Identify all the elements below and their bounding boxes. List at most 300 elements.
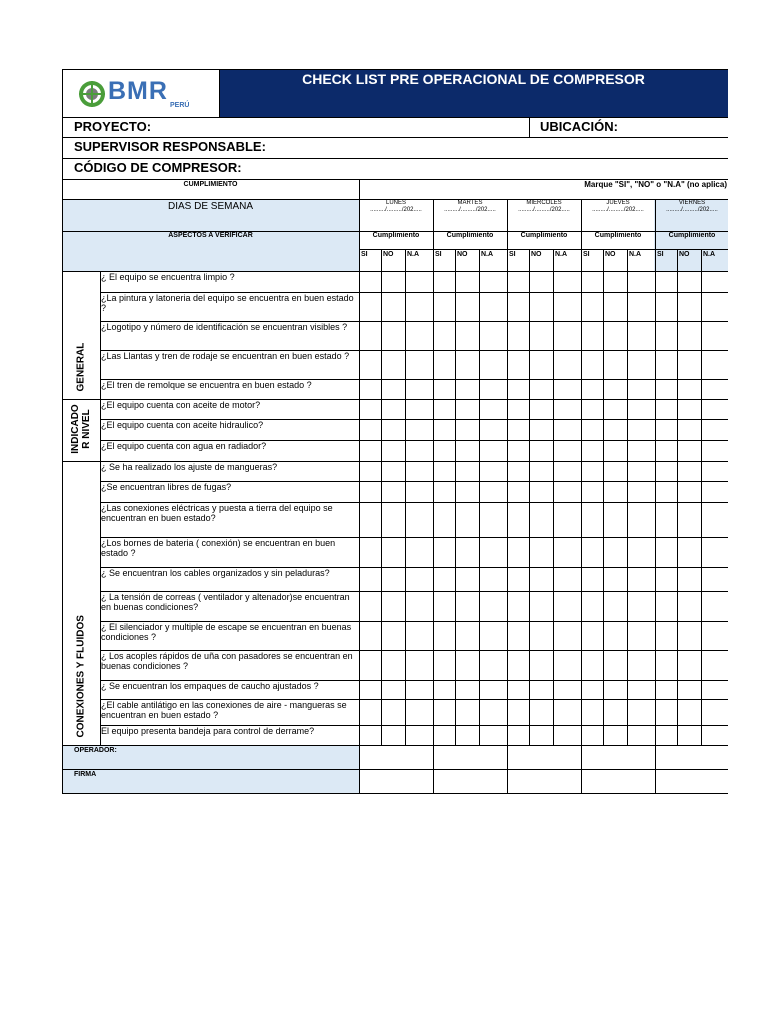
check-cell-si[interactable] (508, 592, 529, 621)
page-title: CHECK LIST PRE OPERACIONAL DE COMPRESOR (302, 71, 645, 87)
check-cell-na[interactable] (406, 293, 433, 321)
check-cell-no[interactable] (456, 380, 479, 399)
check-cell-no[interactable] (382, 420, 405, 440)
section-label: GENERAL (75, 342, 87, 392)
check-cell-na[interactable] (628, 622, 655, 650)
check-cell-si[interactable] (360, 380, 381, 399)
check-cell-no[interactable] (456, 293, 479, 321)
check-cell-no[interactable] (456, 482, 479, 502)
check-cell-na[interactable] (702, 622, 728, 650)
check-cell-no[interactable] (530, 726, 553, 745)
check-cell-si[interactable] (434, 482, 455, 502)
check-cell-si[interactable] (656, 441, 677, 461)
check-cell-no[interactable] (382, 700, 405, 725)
option-si-header: SI (657, 251, 664, 258)
check-cell-na[interactable] (628, 400, 655, 419)
check-cell-no[interactable] (456, 568, 479, 591)
check-cell-no[interactable] (530, 681, 553, 699)
check-cell-na[interactable] (406, 651, 433, 680)
section-line (62, 745, 100, 746)
check-cell-na[interactable] (406, 420, 433, 440)
option-no-header: NO (457, 251, 468, 258)
check-cell-si[interactable] (582, 700, 603, 725)
check-cell-no[interactable] (530, 568, 553, 591)
checklist-item: ¿ El silenciador y multiple de escape se encuentran en buenas condiciones ? (101, 622, 352, 642)
check-cell-si[interactable] (582, 400, 603, 419)
cumplimiento-label: CUMPLIMIENTO (183, 181, 238, 188)
marque-label: Marque "SI", "NO" o "N.A" (no aplica) (584, 180, 727, 189)
check-cell-no[interactable] (678, 272, 701, 292)
check-cell-si[interactable] (656, 568, 677, 591)
check-cell-si[interactable] (582, 420, 603, 440)
check-cell-si[interactable] (360, 651, 381, 680)
check-cell-si[interactable] (656, 622, 677, 650)
check-cell-no[interactable] (604, 681, 627, 699)
check-cell-no[interactable] (456, 681, 479, 699)
check-cell-si[interactable] (434, 400, 455, 419)
check-cell-na[interactable] (554, 726, 581, 745)
check-cell-na[interactable] (702, 272, 728, 292)
check-cell-no[interactable] (604, 462, 627, 481)
check-cell-na[interactable] (406, 441, 433, 461)
check-cell-no[interactable] (530, 351, 553, 379)
check-cell-na[interactable] (628, 726, 655, 745)
check-cell-no[interactable] (604, 503, 627, 537)
check-cell-si[interactable] (656, 272, 677, 292)
check-cell-no[interactable] (604, 420, 627, 440)
check-cell-na[interactable] (480, 651, 507, 680)
check-cell-si[interactable] (508, 272, 529, 292)
check-cell-si[interactable] (434, 651, 455, 680)
check-cell-no[interactable] (456, 538, 479, 567)
check-cell-no[interactable] (530, 700, 553, 725)
check-cell-si[interactable] (656, 726, 677, 745)
check-cell-na[interactable] (554, 622, 581, 650)
check-cell-na[interactable] (554, 482, 581, 502)
check-cell-si[interactable] (656, 592, 677, 621)
check-cell-si[interactable] (360, 726, 381, 745)
check-cell-na[interactable] (628, 700, 655, 725)
check-cell-si[interactable] (434, 420, 455, 440)
check-cell-no[interactable] (678, 482, 701, 502)
check-cell-no[interactable] (382, 272, 405, 292)
check-cell-si[interactable] (360, 568, 381, 591)
check-cell-si[interactable] (508, 700, 529, 725)
check-cell-no[interactable] (604, 651, 627, 680)
check-cell-na[interactable] (628, 272, 655, 292)
check-cell-si[interactable] (582, 726, 603, 745)
check-cell-na[interactable] (702, 700, 728, 725)
check-cell-si[interactable] (582, 568, 603, 591)
check-cell-na[interactable] (702, 681, 728, 699)
check-cell-no[interactable] (382, 482, 405, 502)
check-cell-no[interactable] (530, 651, 553, 680)
check-cell-na[interactable] (554, 322, 581, 350)
check-cell-si[interactable] (656, 681, 677, 699)
check-cell-na[interactable] (628, 322, 655, 350)
check-cell-na[interactable] (554, 293, 581, 321)
check-cell-na[interactable] (554, 420, 581, 440)
check-cell-si[interactable] (360, 592, 381, 621)
check-cell-na[interactable] (702, 293, 728, 321)
check-cell-si[interactable] (582, 651, 603, 680)
check-cell-si[interactable] (656, 322, 677, 350)
check-cell-si[interactable] (434, 293, 455, 321)
check-cell-no[interactable] (382, 462, 405, 481)
check-cell-na[interactable] (554, 272, 581, 292)
check-cell-si[interactable] (360, 441, 381, 461)
check-cell-na[interactable] (702, 462, 728, 481)
check-cell-no[interactable] (382, 681, 405, 699)
check-cell-si[interactable] (360, 272, 381, 292)
check-cell-no[interactable] (604, 700, 627, 725)
check-cell-no[interactable] (678, 322, 701, 350)
check-cell-si[interactable] (582, 272, 603, 292)
check-cell-no[interactable] (382, 293, 405, 321)
check-cell-no[interactable] (456, 441, 479, 461)
check-cell-no[interactable] (604, 726, 627, 745)
check-cell-si[interactable] (360, 322, 381, 350)
check-cell-na[interactable] (628, 592, 655, 621)
check-cell-no[interactable] (456, 622, 479, 650)
check-cell-na[interactable] (406, 538, 433, 567)
check-cell-no[interactable] (530, 400, 553, 419)
check-cell-na[interactable] (554, 441, 581, 461)
check-cell-no[interactable] (678, 700, 701, 725)
check-cell-si[interactable] (360, 538, 381, 567)
check-cell-si[interactable] (582, 592, 603, 621)
check-cell-si[interactable] (434, 592, 455, 621)
check-cell-na[interactable] (406, 351, 433, 379)
check-cell-no[interactable] (604, 482, 627, 502)
check-cell-no[interactable] (456, 272, 479, 292)
check-cell-na[interactable] (480, 272, 507, 292)
check-cell-no[interactable] (530, 441, 553, 461)
check-cell-si[interactable] (508, 441, 529, 461)
check-cell-na[interactable] (554, 462, 581, 481)
check-cell-na[interactable] (406, 726, 433, 745)
check-cell-na[interactable] (480, 322, 507, 350)
frame-top (62, 69, 728, 70)
check-cell-na[interactable] (554, 400, 581, 419)
check-cell-na[interactable] (702, 568, 728, 591)
check-cell-si[interactable] (360, 681, 381, 699)
check-cell-na[interactable] (554, 592, 581, 621)
check-cell-si[interactable] (508, 462, 529, 481)
check-cell-si[interactable] (360, 400, 381, 419)
check-cell-na[interactable] (406, 503, 433, 537)
check-cell-no[interactable] (456, 322, 479, 350)
check-cell-si[interactable] (508, 322, 529, 350)
check-cell-si[interactable] (508, 482, 529, 502)
check-cell-no[interactable] (382, 441, 405, 461)
check-cell-no[interactable] (456, 351, 479, 379)
check-cell-na[interactable] (480, 700, 507, 725)
check-cell-si[interactable] (360, 462, 381, 481)
check-cell-no[interactable] (530, 622, 553, 650)
check-cell-na[interactable] (480, 380, 507, 399)
check-cell-na[interactable] (554, 681, 581, 699)
check-cell-no[interactable] (456, 503, 479, 537)
check-cell-si[interactable] (656, 503, 677, 537)
check-cell-si[interactable] (360, 420, 381, 440)
check-cell-no[interactable] (382, 592, 405, 621)
check-cell-na[interactable] (702, 420, 728, 440)
check-cell-si[interactable] (656, 700, 677, 725)
check-cell-si[interactable] (434, 462, 455, 481)
check-cell-na[interactable] (480, 568, 507, 591)
check-cell-na[interactable] (406, 592, 433, 621)
check-cell-na[interactable] (480, 622, 507, 650)
check-cell-si[interactable] (656, 482, 677, 502)
check-cell-na[interactable] (628, 351, 655, 379)
check-cell-no[interactable] (382, 351, 405, 379)
check-cell-no[interactable] (604, 441, 627, 461)
check-cell-no[interactable] (530, 503, 553, 537)
check-cell-si[interactable] (508, 503, 529, 537)
check-cell-si[interactable] (508, 538, 529, 567)
check-cell-no[interactable] (456, 420, 479, 440)
check-cell-no[interactable] (678, 380, 701, 399)
footer-mid (62, 769, 728, 770)
check-cell-si[interactable] (656, 420, 677, 440)
day-date: ........./........./202..... (592, 207, 644, 213)
check-cell-na[interactable] (480, 441, 507, 461)
check-cell-si[interactable] (656, 293, 677, 321)
ubicacion-label: UBICACIÓN: (540, 119, 618, 134)
check-cell-na[interactable] (628, 380, 655, 399)
check-cell-na[interactable] (406, 400, 433, 419)
check-cell-na[interactable] (480, 482, 507, 502)
check-cell-si[interactable] (582, 622, 603, 650)
check-cell-na[interactable] (628, 420, 655, 440)
check-cell-na[interactable] (702, 503, 728, 537)
check-cell-no[interactable] (678, 441, 701, 461)
check-cell-si[interactable] (582, 681, 603, 699)
check-cell-no[interactable] (530, 538, 553, 567)
check-cell-no[interactable] (604, 322, 627, 350)
check-cell-si[interactable] (434, 568, 455, 591)
check-cell-no[interactable] (678, 568, 701, 591)
check-cell-si[interactable] (434, 700, 455, 725)
check-cell-si[interactable] (434, 380, 455, 399)
check-cell-no[interactable] (530, 592, 553, 621)
check-cell-no[interactable] (382, 726, 405, 745)
check-cell-na[interactable] (554, 700, 581, 725)
check-cell-no[interactable] (530, 462, 553, 481)
check-cell-si[interactable] (582, 462, 603, 481)
check-cell-no[interactable] (456, 726, 479, 745)
check-cell-na[interactable] (554, 503, 581, 537)
check-cell-no[interactable] (678, 681, 701, 699)
check-cell-na[interactable] (628, 482, 655, 502)
check-cell-no[interactable] (678, 592, 701, 621)
check-cell-si[interactable] (434, 322, 455, 350)
check-cell-no[interactable] (678, 622, 701, 650)
check-cell-si[interactable] (582, 322, 603, 350)
check-cell-na[interactable] (628, 441, 655, 461)
check-cell-na[interactable] (554, 568, 581, 591)
check-cell-si[interactable] (508, 400, 529, 419)
check-cell-si[interactable] (508, 420, 529, 440)
check-cell-na[interactable] (406, 700, 433, 725)
check-cell-si[interactable] (434, 538, 455, 567)
check-cell-si[interactable] (360, 293, 381, 321)
check-cell-no[interactable] (678, 503, 701, 537)
check-cell-no[interactable] (530, 380, 553, 399)
check-cell-no[interactable] (456, 700, 479, 725)
check-cell-no[interactable] (382, 622, 405, 650)
check-cell-na[interactable] (406, 622, 433, 650)
check-cell-no[interactable] (530, 482, 553, 502)
check-cell-si[interactable] (508, 651, 529, 680)
check-cell-si[interactable] (434, 272, 455, 292)
codigo-label: CÓDIGO DE COMPRESOR: (74, 160, 242, 175)
check-cell-na[interactable] (480, 400, 507, 419)
check-cell-na[interactable] (702, 400, 728, 419)
check-cell-si[interactable] (434, 503, 455, 537)
check-cell-na[interactable] (554, 651, 581, 680)
check-cell-no[interactable] (604, 272, 627, 292)
check-cell-si[interactable] (582, 482, 603, 502)
check-cell-na[interactable] (554, 351, 581, 379)
check-cell-na[interactable] (702, 592, 728, 621)
check-cell-si[interactable] (360, 700, 381, 725)
check-cell-si[interactable] (434, 726, 455, 745)
check-cell-no[interactable] (678, 726, 701, 745)
check-cell-si[interactable] (582, 293, 603, 321)
check-cell-si[interactable] (360, 503, 381, 537)
check-cell-si[interactable] (656, 380, 677, 399)
check-cell-no[interactable] (678, 462, 701, 481)
check-cell-no[interactable] (604, 293, 627, 321)
check-cell-si[interactable] (582, 441, 603, 461)
check-cell-no[interactable] (604, 592, 627, 621)
check-cell-no[interactable] (604, 568, 627, 591)
check-cell-si[interactable] (582, 351, 603, 379)
check-cell-na[interactable] (628, 293, 655, 321)
check-cell-si[interactable] (508, 293, 529, 321)
check-cell-si[interactable] (656, 462, 677, 481)
check-cell-no[interactable] (530, 420, 553, 440)
check-cell-na[interactable] (480, 351, 507, 379)
check-cell-na[interactable] (406, 568, 433, 591)
check-cell-na[interactable] (406, 272, 433, 292)
check-cell-no[interactable] (456, 400, 479, 419)
check-cell-na[interactable] (628, 681, 655, 699)
check-cell-no[interactable] (604, 400, 627, 419)
logo-text: BMR (108, 77, 168, 105)
check-cell-na[interactable] (628, 651, 655, 680)
check-cell-si[interactable] (508, 726, 529, 745)
check-cell-si[interactable] (434, 351, 455, 379)
check-cell-no[interactable] (382, 503, 405, 537)
check-cell-na[interactable] (628, 462, 655, 481)
check-cell-si[interactable] (656, 651, 677, 680)
check-cell-no[interactable] (530, 293, 553, 321)
check-cell-no[interactable] (678, 400, 701, 419)
check-cell-na[interactable] (554, 538, 581, 567)
check-cell-no[interactable] (530, 272, 553, 292)
check-cell-no[interactable] (678, 538, 701, 567)
check-cell-na[interactable] (480, 462, 507, 481)
check-cell-no[interactable] (382, 400, 405, 419)
day-name: LUNES (385, 200, 406, 206)
check-cell-na[interactable] (702, 482, 728, 502)
check-cell-no[interactable] (382, 538, 405, 567)
check-cell-na[interactable] (702, 380, 728, 399)
check-cell-no[interactable] (604, 351, 627, 379)
check-cell-na[interactable] (702, 351, 728, 379)
check-cell-no[interactable] (604, 538, 627, 567)
check-cell-no[interactable] (456, 462, 479, 481)
check-cell-no[interactable] (456, 592, 479, 621)
check-cell-si[interactable] (582, 503, 603, 537)
check-cell-na[interactable] (480, 538, 507, 567)
check-cell-no[interactable] (456, 651, 479, 680)
check-cell-si[interactable] (656, 538, 677, 567)
check-cell-na[interactable] (702, 726, 728, 745)
check-cell-na[interactable] (702, 538, 728, 567)
check-cell-si[interactable] (656, 351, 677, 379)
check-cell-na[interactable] (480, 681, 507, 699)
check-cell-na[interactable] (480, 420, 507, 440)
check-cell-no[interactable] (604, 622, 627, 650)
check-cell-no[interactable] (604, 380, 627, 399)
check-cell-si[interactable] (582, 380, 603, 399)
check-cell-si[interactable] (434, 622, 455, 650)
check-cell-si[interactable] (508, 622, 529, 650)
check-cell-si[interactable] (360, 351, 381, 379)
check-cell-si[interactable] (582, 538, 603, 567)
check-cell-no[interactable] (678, 351, 701, 379)
check-cell-si[interactable] (508, 568, 529, 591)
check-cell-na[interactable] (628, 568, 655, 591)
check-cell-na[interactable] (480, 592, 507, 621)
check-cell-si[interactable] (434, 441, 455, 461)
check-cell-no[interactable] (678, 651, 701, 680)
check-cell-na[interactable] (702, 651, 728, 680)
check-cell-si[interactable] (656, 400, 677, 419)
check-cell-na[interactable] (554, 380, 581, 399)
check-cell-na[interactable] (702, 441, 728, 461)
check-cell-no[interactable] (382, 568, 405, 591)
check-cell-si[interactable] (360, 622, 381, 650)
check-cell-na[interactable] (406, 380, 433, 399)
check-cell-no[interactable] (678, 420, 701, 440)
check-cell-no[interactable] (382, 651, 405, 680)
check-cell-na[interactable] (480, 293, 507, 321)
check-cell-na[interactable] (628, 503, 655, 537)
check-cell-na[interactable] (406, 322, 433, 350)
check-cell-na[interactable] (702, 322, 728, 350)
check-cell-na[interactable] (406, 462, 433, 481)
check-cell-si[interactable] (508, 681, 529, 699)
check-cell-si[interactable] (434, 681, 455, 699)
check-cell-si[interactable] (508, 351, 529, 379)
check-cell-na[interactable] (480, 503, 507, 537)
check-cell-si[interactable] (360, 482, 381, 502)
check-cell-no[interactable] (382, 322, 405, 350)
check-cell-na[interactable] (628, 538, 655, 567)
check-cell-na[interactable] (406, 681, 433, 699)
check-cell-no[interactable] (678, 293, 701, 321)
check-cell-no[interactable] (382, 380, 405, 399)
check-cell-na[interactable] (480, 726, 507, 745)
check-cell-na[interactable] (406, 482, 433, 502)
check-cell-no[interactable] (530, 322, 553, 350)
check-cell-si[interactable] (508, 380, 529, 399)
